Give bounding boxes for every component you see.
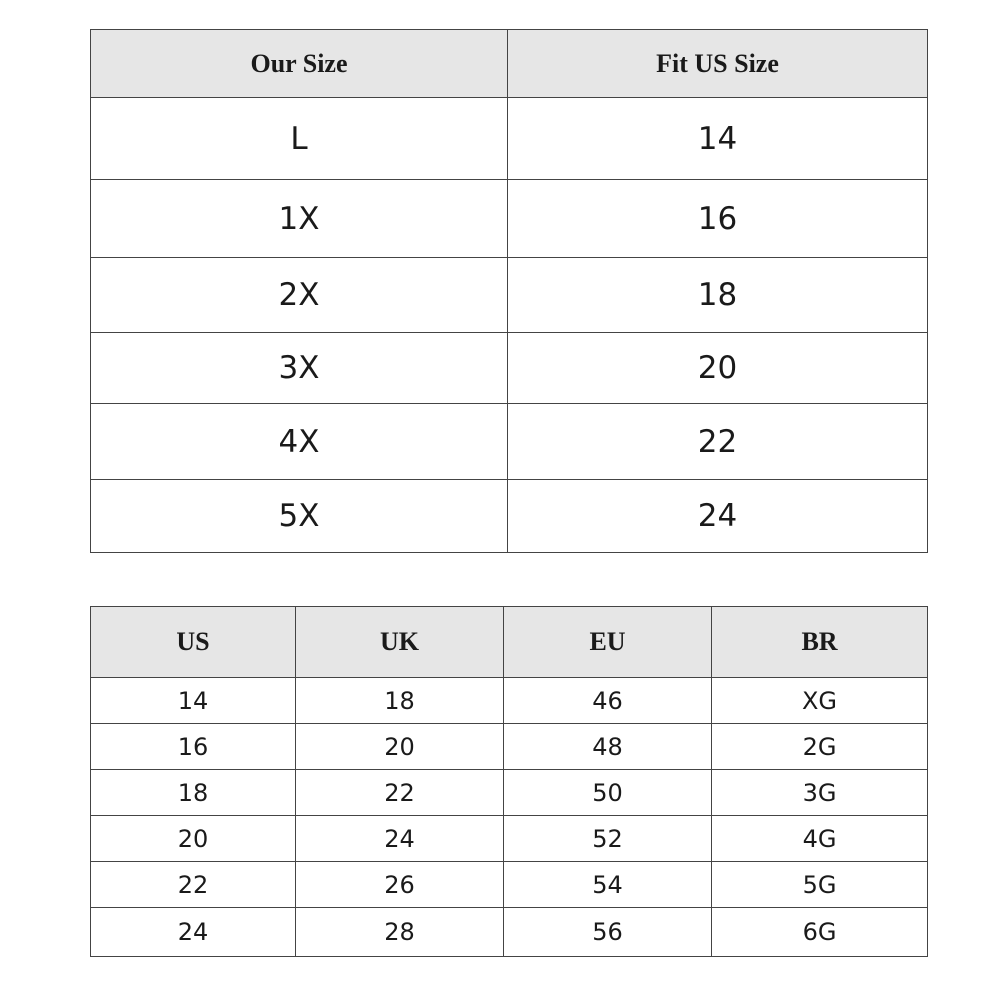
our-size-cell: 3X	[91, 333, 508, 404]
us-cell: 18	[91, 770, 296, 816]
column-header-fit-us-size: Fit US Size	[508, 30, 928, 98]
fit-us-size-cell: 18	[508, 258, 928, 333]
our-size-cell: 4X	[91, 404, 508, 480]
column-header-br: BR	[712, 607, 928, 678]
our-size-cell: L	[91, 98, 508, 180]
column-header-us: US	[91, 607, 296, 678]
uk-cell: 28	[296, 908, 504, 957]
size-chart-table	[90, 29, 928, 553]
fit-us-size-cell: 24	[508, 480, 928, 553]
br-cell: 6G	[712, 908, 928, 957]
eu-cell: 50	[504, 770, 712, 816]
column-header-our-size: Our Size	[91, 30, 508, 98]
fit-us-size-cell: 14	[508, 98, 928, 180]
size-conversion-table	[90, 606, 928, 957]
br-cell: 3G	[712, 770, 928, 816]
uk-cell: 24	[296, 816, 504, 862]
uk-cell: 18	[296, 678, 504, 724]
br-cell: 2G	[712, 724, 928, 770]
uk-cell: 22	[296, 770, 504, 816]
eu-cell: 52	[504, 816, 712, 862]
fit-us-size-cell: 16	[508, 180, 928, 258]
us-cell: 24	[91, 908, 296, 957]
table-row	[91, 770, 928, 816]
table-header-row	[91, 607, 928, 678]
column-header-eu: EU	[504, 607, 712, 678]
br-cell: 4G	[712, 816, 928, 862]
fit-us-size-cell: 22	[508, 404, 928, 480]
eu-cell: 54	[504, 862, 712, 908]
table-row	[91, 908, 928, 957]
eu-cell: 48	[504, 724, 712, 770]
us-cell: 20	[91, 816, 296, 862]
table-header-row	[91, 30, 928, 98]
uk-cell: 26	[296, 862, 504, 908]
table-row	[91, 724, 928, 770]
table-row	[91, 258, 928, 333]
br-cell: XG	[712, 678, 928, 724]
our-size-cell: 5X	[91, 480, 508, 553]
table-row	[91, 480, 928, 553]
our-size-cell: 1X	[91, 180, 508, 258]
table-row	[91, 862, 928, 908]
column-header-uk: UK	[296, 607, 504, 678]
our-size-cell: 2X	[91, 258, 508, 333]
table-row	[91, 98, 928, 180]
us-cell: 16	[91, 724, 296, 770]
table-row	[91, 678, 928, 724]
eu-cell: 56	[504, 908, 712, 957]
br-cell: 5G	[712, 862, 928, 908]
us-cell: 14	[91, 678, 296, 724]
eu-cell: 46	[504, 678, 712, 724]
us-cell: 22	[91, 862, 296, 908]
uk-cell: 20	[296, 724, 504, 770]
fit-us-size-cell: 20	[508, 333, 928, 404]
table-row	[91, 404, 928, 480]
table-row	[91, 333, 928, 404]
table-row	[91, 180, 928, 258]
table-row	[91, 816, 928, 862]
